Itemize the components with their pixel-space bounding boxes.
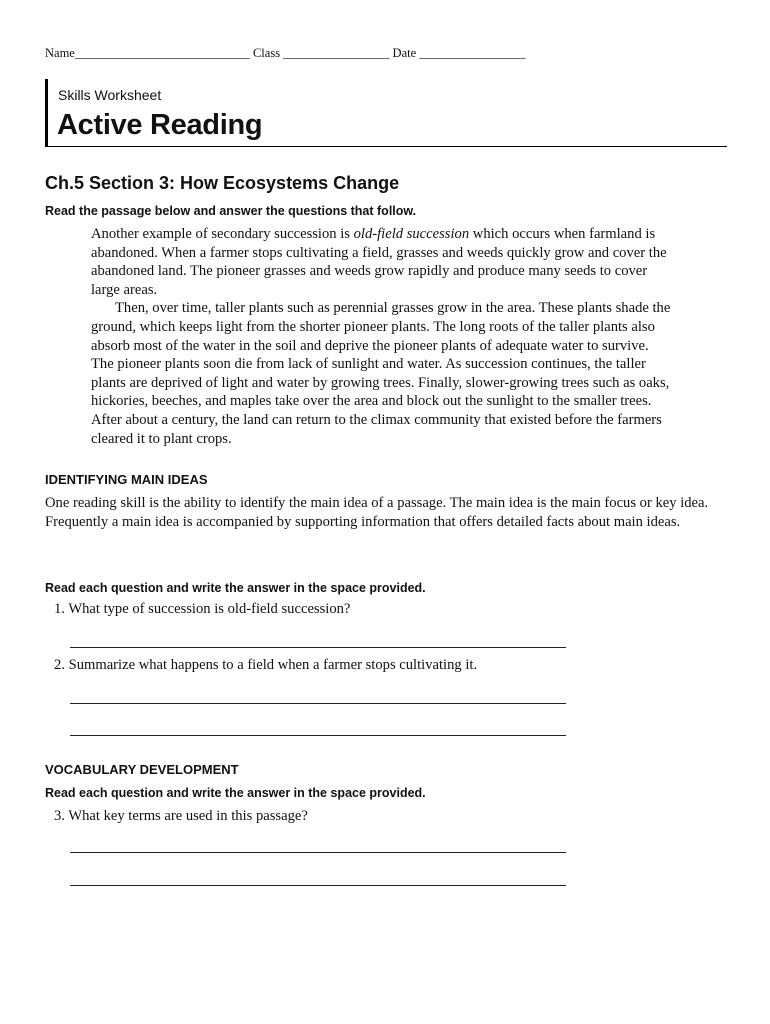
worksheet-label: Skills Worksheet: [58, 87, 162, 103]
questions-instruction: Read each question and write the answer in the space provided.: [45, 581, 426, 595]
answer-line-2a[interactable]: [70, 703, 566, 704]
header-fields: Name____________________________ Class _________________ Date _________________: [45, 46, 526, 60]
passage-p1-before: Another example of secondary succession is: [91, 226, 354, 242]
title-block: [45, 79, 727, 147]
answer-line-2b[interactable]: [70, 735, 566, 736]
answer-line-3b[interactable]: [70, 885, 566, 886]
passage-p1-after: which occurs when farmland is abandoned. When a farmer stops cultivating a field, grasses and weeds quickly grow and cover the abandoned land. The pioneer grasses and weeds grow rapidly and produce many seeds to cover large areas.: [91, 226, 667, 298]
vocabulary-heading: VOCABULARY DEVELOPMENT: [45, 762, 239, 777]
answer-line-3a[interactable]: [70, 852, 566, 853]
vocabulary-instruction: Read each question and write the answer in the space provided.: [45, 786, 426, 800]
main-ideas-heading: IDENTIFYING MAIN IDEAS: [45, 472, 208, 487]
page-title: Active Reading: [57, 109, 263, 141]
passage-paragraph-2: Then, over time, taller plants such as perennial grasses grow in the area. These plants shade the ground, which keeps light from the shorter pioneer plants. The long roots of the taller plants also absorb most of the water in the soil and deprive the pioneer plants of adequate water to survive. The pioneer plants soon die from lack of sunlight and water. As succession continues, the taller plants are deprived of light and water by growing trees. Finally, slower-growing trees such as oaks, hickories, beeches, and maples take over the area and block out the sunlight to the smaller trees. After about a century, the land can return to the climax community that existed before the farmers cleared it to plant crops.: [91, 300, 671, 447]
passage-instruction: Read the passage below and answer the questions that follow.: [45, 204, 417, 218]
answer-line-1[interactable]: [70, 647, 566, 648]
passage-term: old-field succession: [353, 226, 470, 242]
question-2: 2. Summarize what happens to a field when a farmer stops cultivating it.: [54, 657, 478, 673]
question-1: 1. What type of succession is old-field succession?: [54, 601, 351, 617]
question-3: 3. What key terms are used in this passage?: [54, 808, 308, 824]
section-title: Ch.5 Section 3: How Ecosystems Change: [45, 173, 400, 193]
passage-paragraph-1: [91, 225, 671, 299]
main-ideas-body: One reading skill is the ability to identify the main idea of a passage. The main idea is the main focus or key idea. Frequently a main idea is accompanied by supporting information that offers detailed facts about main ideas.: [45, 495, 709, 530]
reading-passage: [91, 225, 671, 448]
